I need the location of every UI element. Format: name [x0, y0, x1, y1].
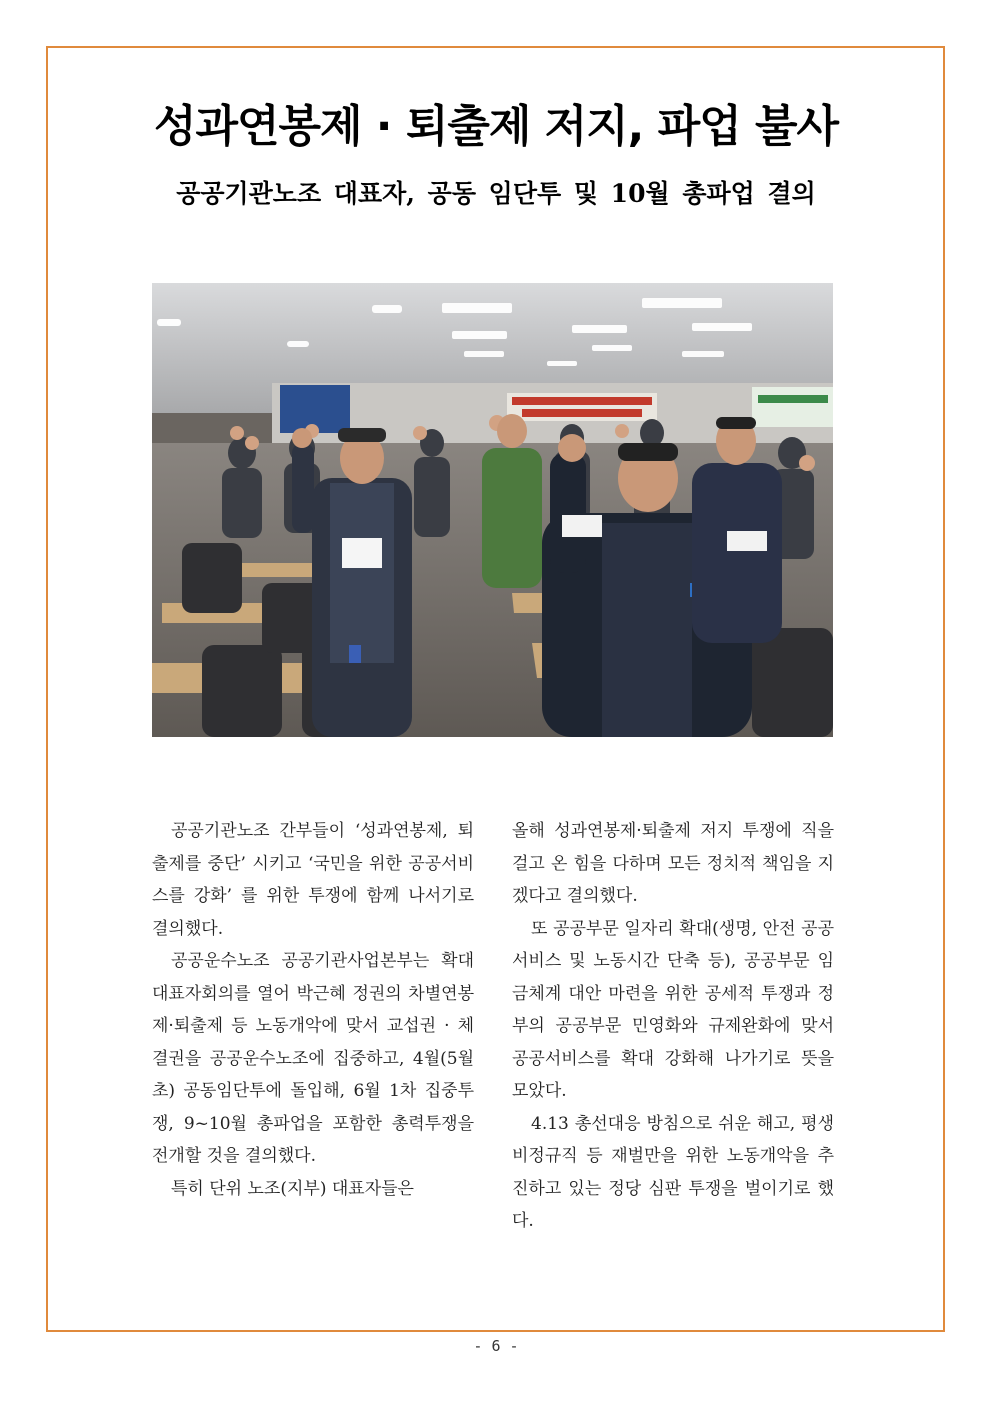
article-paragraph: 4.13 총선대응 방침으로 쉬운 해고, 평생 비정규직 등 재벌만을 위한 노동개악을 추진하고 있는 정당 심판 투쟁을 벌이기로 했다. — [512, 1113, 834, 1231]
article-paragraph: 또 공공부문 일자리 확대(생명, 안전 공공서비스 및 노동시간 단축 등), 공공부문 임금체계 대안 마련을 위한 공세적 투쟁과 정부의 공공부문 민영화와 규제완화에 맞서 공공서비스를 확대 강화해 나가기로 뜻을 모았다. — [512, 918, 834, 1101]
article-title: 성과연봉제 · 퇴출제 저지, 파업 불사 — [153, 101, 839, 152]
article-body-left-column — [152, 815, 474, 1205]
article-paragraph: 특히 단위 노조(지부) 대표자들은 — [171, 1178, 414, 1199]
article-paragraph: 올해 성과연봉제·퇴출제 저지 투쟁에 직을 걸고 온 힘을 다하며 모든 정치적 책임을 지겠다고 결의했다. — [512, 821, 834, 906]
article-paragraph: 공공운수노조 공공기관사업본부는 확대대표자회의를 열어 박근혜 정권의 차별연봉제·퇴출제 등 노동개악에 맞서 교섭권 · 체결권을 공공운수노조에 집중하고, 4월(5월초) 공동임단투에 돌입해, 6월 1차 집중투쟁, 9~10월 총파업을 포함한 총력투쟁을 전개할 것을 결의했다. — [152, 951, 474, 1166]
article-subtitle: 공공기관노조 대표자, 공동 임단투 및 10월 총파업 결의 — [176, 179, 816, 208]
page-number: - 6 - — [473, 1337, 519, 1355]
photo-of-union-meeting-icon — [152, 283, 833, 737]
article-body-right-column — [512, 815, 834, 1238]
article-paragraph: 공공기관노조 간부들이 ‘성과연봉제, 퇴출제를 중단’ 시키고 ‘국민을 위한 공공서비스를 강화’ 를 위한 투쟁에 함께 나서기로 결의했다. — [152, 821, 474, 939]
article-photo — [152, 283, 833, 737]
